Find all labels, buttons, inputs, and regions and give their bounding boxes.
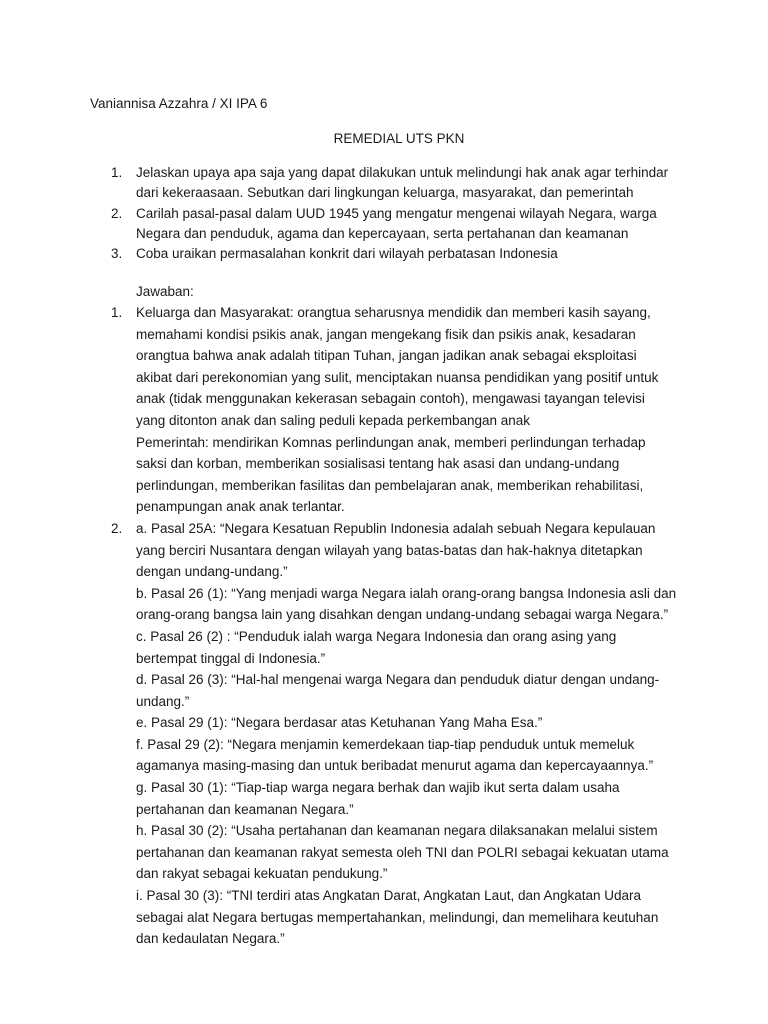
answer-text-line: akibat dari perekonomian yang sulit, menciptakan nuansa pendidikan yang positif untuk	[136, 369, 659, 385]
question-text-line: Carilah pasal-pasal dalam UUD 1945 yang mengatur mengenai wilayah Negara, warga	[136, 205, 657, 221]
answer-text-line: e. Pasal 29 (1): “Negara berdasar atas Ketuhanan Yang Maha Esa.”	[136, 715, 543, 731]
answer-text-line: i. Pasal 30 (3): “TNI terdiri atas Angkatan Darat, Angkatan Laut, dan Angkatan Udara	[136, 888, 642, 904]
answer-text-line: a. Pasal 25A: “Negara Kesatuan Republin Indonesia adalah sebuah Negara kepulauan	[136, 520, 656, 536]
answer-text-line: saksi dan korban, memberikan sosialisasi tentang hak asasi dan undang-undang	[136, 456, 620, 472]
answer-text-line: undang.”	[136, 693, 190, 709]
answer-text-line: dengan undang-undang.”	[136, 564, 288, 580]
answer-item	[0, 518, 768, 950]
answer-number: 1.	[111, 305, 123, 320]
question-number: 3.	[111, 246, 123, 262]
answer-text-line: c. Pasal 26 (2) : “Penduduk ialah warga Negara Indonesia dan orang asing yang	[136, 628, 617, 644]
question-item	[0, 163, 768, 204]
answer-text-line: b. Pasal 26 (1): “Yang menjadi warga Negara ialah orang-orang bangsa Indonesia asli dan	[136, 585, 677, 601]
question-text-line: Jelaskan upaya apa saja yang dapat dilakukan untuk melindungi hak anak agar terhindar	[136, 165, 669, 180]
question-item	[0, 204, 768, 245]
answer-text-line: h. Pasal 30 (2): “Usaha pertahanan dan keamanan negara dilaksanakan melalui sistem	[136, 823, 658, 839]
answer-text-line: Pemerintah: mendirikan Komnas perlindungan anak, memberi perlindungan terhadap	[136, 434, 646, 450]
answer-text-line: agamanya masing-masing dan untuk beribadat menurut agama dan kepercayaannya.”	[136, 758, 654, 774]
answer-text-line: orang-orang bangsa lain yang disahkan dengan undang-undang sebagai warga Negara.”	[136, 607, 669, 623]
answer-number: 2.	[111, 520, 123, 536]
question-text-line: Negara dan penduduk, agama dan kepercayaan, serta pertahanan dan keamanan	[136, 225, 629, 241]
answer-text-line: pertahanan dan keamanan Negara.”	[136, 801, 354, 817]
question-list	[0, 163, 768, 264]
answer-text-line: penampungan anak anak terlantar.	[136, 499, 345, 515]
answer-text-line: anak (tidak menggunakan kekerasan sebagain contoh), mengawasi tayangan televisi	[136, 391, 645, 407]
question-text-line: Coba uraikan permasalahan konkrit dari wilayah perbatasan Indonesia	[136, 246, 558, 262]
question-number: 2.	[111, 205, 123, 221]
answer-text-line: dan kedaulatan Negara.”	[136, 931, 285, 947]
answers-label: Jawaban:	[136, 284, 194, 299]
answer-text-line: g. Pasal 30 (1): “Tiap-tiap warga negara berhak dan wajib ikut serta dalam usaha	[136, 780, 620, 796]
answer-item	[0, 302, 768, 518]
answer-text-line: Keluarga dan Masyarakat: orangtua seharusnya mendidik dan memberi kasih sayang,	[136, 305, 651, 320]
question-number: 1.	[111, 165, 123, 180]
answer-list	[0, 302, 768, 950]
answer-text-line: dan rakyat sebagai kekuatan pendukung.”	[136, 866, 388, 882]
question-item	[0, 244, 768, 264]
answer-text-line: sebagai alat Negara bertugas mempertahankan, melindungi, dan memelihara keutuhan	[136, 909, 659, 925]
answer-text-line: pertahanan dan keamanan rakyat semesta oleh TNI dan POLRI sebagai kekuatan utama	[136, 844, 669, 860]
answer-text-line: bertempat tinggal di Indonesia.”	[136, 650, 326, 666]
document-title: REMEDIAL UTS PKN	[333, 131, 465, 146]
answer-text-line: yang ditonton anak dan saling peduli kepada perkembangan anak	[136, 412, 531, 428]
answer-text-line: d. Pasal 26 (3): “Hal-hal mengenai warga Negara dan penduduk diatur dengan undang-	[136, 672, 660, 688]
student-name-class: Vaniannisa Azzahra / XI IPA 6	[90, 96, 268, 111]
answer-text-line: f. Pasal 29 (2): “Negara menjamin kemerdekaan tiap-tiap penduduk untuk memeluk	[136, 736, 635, 752]
answer-text-line: memahami kondisi psikis anak, jangan mengekang fisik dan psikis anak, kesadaran	[136, 326, 636, 342]
answer-text-line: orangtua bahwa anak adalah titipan Tuhan, jangan jadikan anak sebagai eksploitasi	[136, 348, 637, 364]
answer-text-line: perlindungan, memberikan fasilitas dan pembelajaran anak, memberikan rehabilitasi,	[136, 477, 644, 493]
question-text-line: dari kekeraasaan. Sebutkan dari lingkungan keluarga, masyarakat, dan pemerintah	[136, 185, 634, 201]
answer-text-line: yang berciri Nusantara dengan wilayah yang batas-batas dan hak-haknya ditetapkan	[136, 542, 643, 558]
